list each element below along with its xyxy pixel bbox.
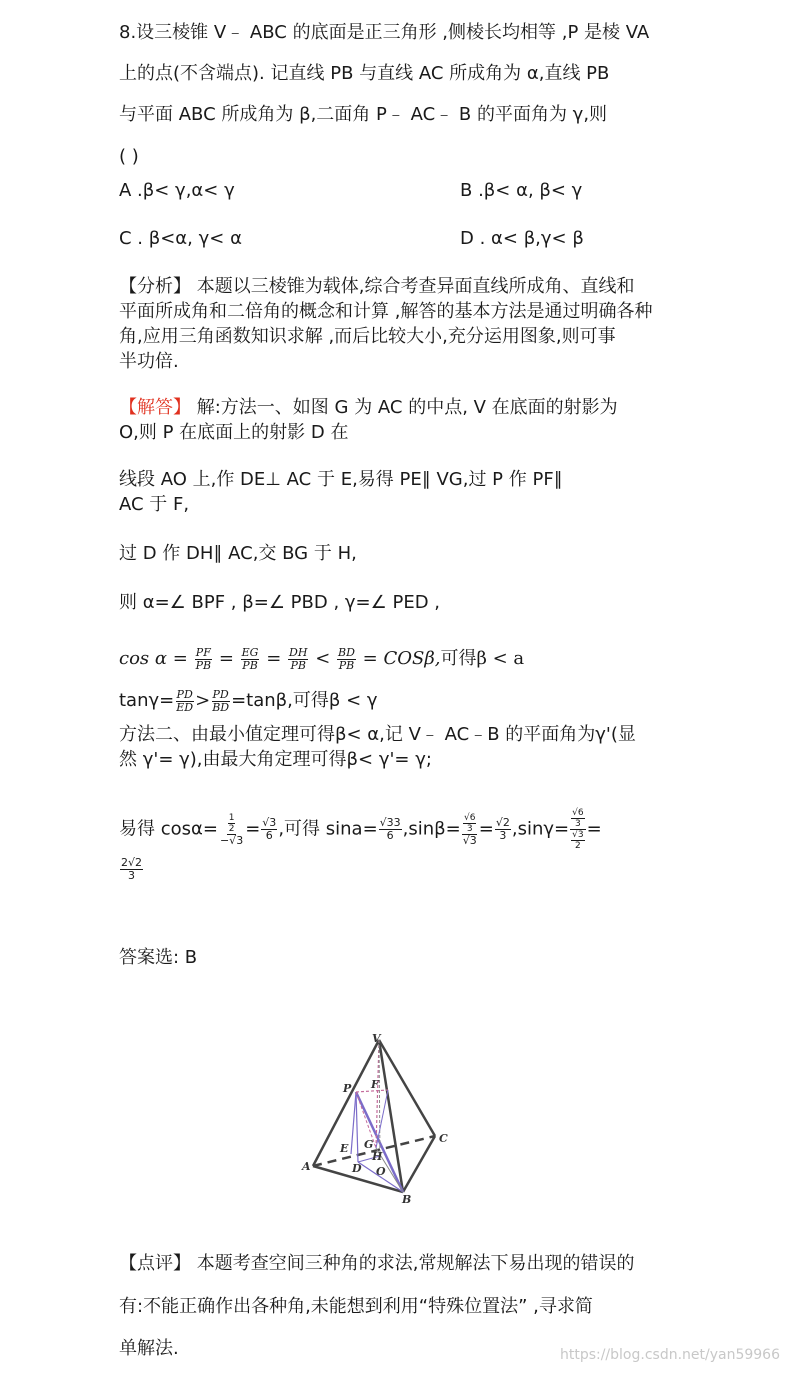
comment-tag: 【点评】: [119, 1253, 191, 1274]
fraction-sinb: $\frac{\frac{√6}{3}}{√3}$: [462, 812, 477, 847]
analysis-line-2: 平面所成角和二倍角的概念和计算 ,解答的基本方法是通过明确各种: [119, 301, 653, 322]
easy-formula-result: [119, 856, 144, 882]
cos-lead: cos α =: [119, 648, 188, 669]
method2-line-2: 然 γ'= γ),由最大角定理可得β< γ'= γ;: [119, 749, 432, 770]
label-h: H: [372, 1150, 383, 1163]
tan-lead: tanγ=: [119, 690, 175, 711]
sinb-lead: ,sinβ=: [402, 818, 461, 840]
question-line-1: 8.设三棱锥 V﹣ ABC 的底面是正三角形 ,侧棱长均相等 ,P 是棱 VA: [119, 22, 650, 43]
sing-lead: ,sinγ=: [511, 818, 570, 840]
solution-line-2: O,则 P 在底面上的射影 D 在: [119, 422, 349, 443]
segment-vg: [376, 1040, 379, 1148]
solution-line-1: [119, 395, 618, 421]
fraction-sing: $\frac{\frac{√6}{3}}{\frac{√3}{2}}$: [572, 808, 584, 851]
label-p: P: [343, 1082, 352, 1095]
segment-fg: [376, 1090, 388, 1148]
fraction-pd-ed: $\frac{PD}{ED}$: [176, 687, 194, 714]
question-line-2: 上的点(不含端点). 记直线 PB 与直线 AC 所成角为 α,直线 PB: [119, 63, 610, 84]
fraction-bd-pb: $\frac{BD}{PB}$: [338, 645, 355, 672]
label-e: E: [340, 1142, 349, 1155]
analysis-line-1: [119, 274, 634, 300]
fraction-eg-pb: $\frac{EG}{PB}$: [241, 645, 259, 672]
method2-line-1: 方法二、由最小值定理可得β< α,记 V﹣ AC﹣B 的平面角为γ'(显: [119, 724, 636, 745]
answer-line: 答案选: B: [119, 947, 198, 968]
edge-bc: [403, 1136, 435, 1192]
tan-formula: tanγ= $\frac{PD}{ED}$ > $\frac{PD}{BD}$ =tanβ,可得β < γ: [119, 687, 378, 714]
segment-pe: [351, 1092, 356, 1154]
sina-lead: ,可得 sina=: [278, 818, 378, 840]
solution-line-3: 线段 AO 上,作 DE⊥ AC 于 E,易得 PE∥ VG,过 P 作 PF∥: [119, 469, 563, 490]
solution-text-1: 解:方法一、如图 G 为 AC 的中点, V 在底面的射影为: [196, 397, 618, 418]
easy-formula: 易得 cosα= $\frac{\frac{1}{2}}{-√3}$ = $\frac{√3}{6}$ ,可得 sina= $\frac{√33}{6}$ ,sinβ= $\frac{\frac{√6}{3}}{√3}$ = $\frac{√2}{3}$ ,sinγ= $\frac{\frac{√6}{3}}{\frac{√3}{2}}$ =: [119, 808, 602, 851]
fraction-pf-pb: $\frac{PF}{PB}$: [195, 645, 212, 672]
option-b: B .β< α, β< γ: [460, 180, 583, 201]
analysis-tag: 【分析】: [119, 276, 191, 297]
pyramid-figure: [300, 1030, 460, 1205]
label-g: G: [364, 1138, 374, 1151]
analysis-text-1: 本题以三棱锥为载体,综合考查异面直线所成角、直线和: [196, 276, 635, 297]
label-f: F: [371, 1078, 379, 1091]
cos-formula: cos α = $\frac{PF}{PB}$ = $\frac{EG}{PB}$ = $\frac{DH}{PB}$ < $\frac{BD}{PB}$ = COSβ,可得β < a: [119, 645, 525, 672]
cos-tail: = COSβ,: [362, 648, 441, 669]
fraction-2root2-3: $\frac{2√2}{3}$: [121, 855, 143, 882]
solution-line-5: 过 D 作 DH∥ AC,交 BG 于 H,: [119, 543, 357, 564]
comment-line-3: 单解法.: [119, 1338, 179, 1359]
comment-line-2: 有:不能正确作出各种角,未能想到利用“特殊位置法” ,寻求简: [119, 1296, 593, 1317]
easy-lead: 易得 cosα=: [119, 818, 218, 840]
fraction-root3-6: $\frac{√3}{6}$: [262, 816, 277, 842]
question-line-4: ( ): [119, 146, 139, 167]
option-d: D . α< β,γ< β: [460, 228, 584, 249]
solution-tag: 【解答】: [119, 397, 191, 418]
option-c: C . β<α, γ< α: [119, 228, 242, 249]
comment-line-1: [119, 1251, 634, 1277]
label-a: A: [302, 1160, 311, 1173]
fraction-dh-pb: $\frac{DH}{PB}$: [289, 645, 308, 672]
solution-line-6: 则 α=∠ BPF , β=∠ PBD , γ=∠ PED ,: [119, 592, 441, 613]
solution-line-4: AC 于 F,: [119, 494, 190, 515]
label-v: V: [372, 1032, 381, 1045]
label-b: B: [402, 1193, 412, 1205]
option-a: A .β< γ,α< γ: [119, 180, 235, 201]
label-c: C: [439, 1132, 448, 1145]
fraction-root33-6: $\frac{√33}{6}$: [379, 816, 401, 842]
segment-pd: [356, 1092, 358, 1162]
label-d: D: [352, 1162, 362, 1175]
fraction-cosa: $\frac{\frac{1}{2}}{-√3}$: [219, 812, 244, 847]
fraction-root2-3: $\frac{√2}{3}$: [495, 816, 510, 842]
tan-tail: =tanβ,可得β < γ: [231, 690, 378, 711]
cos-result: 可得β < a: [440, 648, 525, 669]
label-o: O: [376, 1165, 386, 1178]
watermark: https://blog.csdn.net/yan59966: [559, 1347, 780, 1363]
question-line-3: 与平面 ABC 所成角为 β,二面角 P﹣ AC﹣ B 的平面角为 γ,则: [119, 104, 608, 125]
analysis-line-4: 半功倍.: [119, 351, 179, 372]
comment-text-1: 本题考查空间三种角的求法,常规解法下易出现的错误的: [196, 1253, 635, 1274]
analysis-line-3: 角,应用三角函数知识求解 ,而后比较大小,充分运用图象,则可事: [119, 326, 616, 347]
fraction-pd-bd: $\frac{PD}{BD}$: [212, 687, 230, 714]
